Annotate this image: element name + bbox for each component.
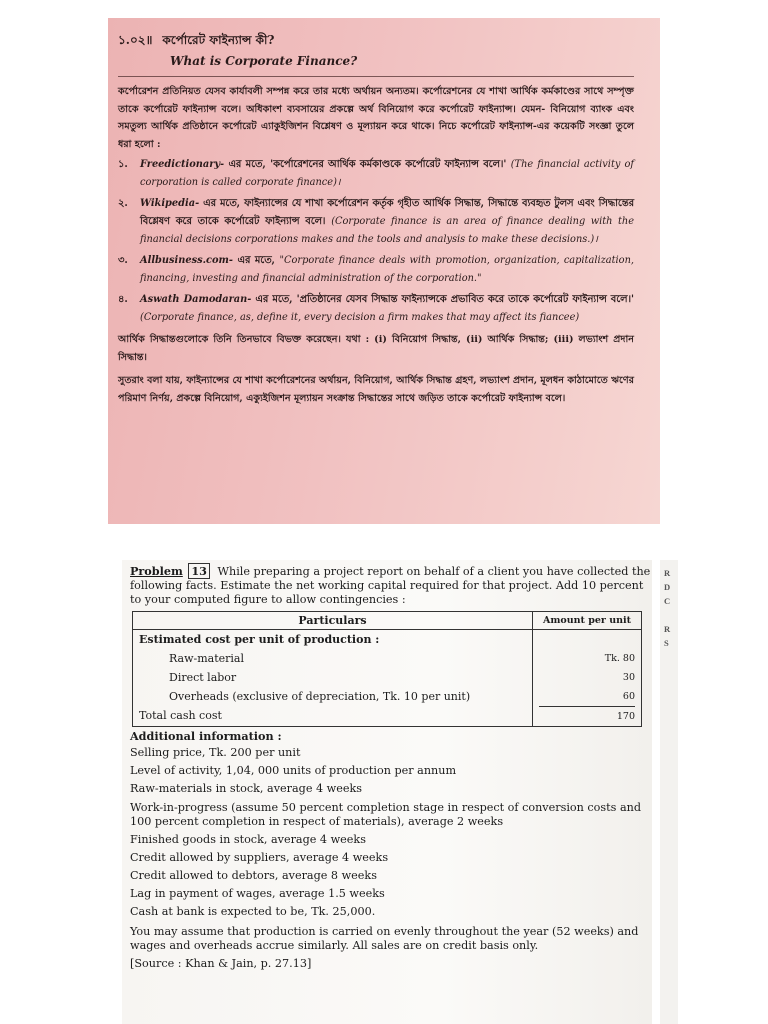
definition-source: Aswath Damodaran- [140, 294, 252, 305]
edge-letter: R [664, 568, 671, 578]
definition-text-english: (Corporate finance is an area of finance dealing with the financial decisions corporations makes and the tools and analysis to make these decisions.)। [140, 216, 634, 245]
total-label: Total cash cost [139, 709, 222, 722]
intro-paragraph: কর্পোরেশন প্রতিনিয়ত যেসব কার্যাবলী সম্পন্ন করে তার মধ্যে অর্থায়ন অন্যতম। কর্পোরেশনের যে শাখা আর্থিক কর্মকাণ্ডের সাথে সম্পৃক্ত তাকে কর্পোরেট ফাইন্যান্স বলে। অধিকাংশ ব্যবসায়ের প্রকল্পে অর্থ বিনিয়োগ করে কর্পোরেট ফাইন্যান্স। যেমন- বিনিয়োগ ব্যাংক এবং সমতুল্য আর্থিক প্রতিষ্ঠানে কর্পোরেট এ্যাকুইজিশন বিশ্লেষণ ও মূল্যায়ন করে থাকে। নিচে কর্পোরেট ফাইন্যান্স-এর কয়েকটি সংজ্ঞা তুলে ধরা হলো : [118, 86, 634, 150]
problem-label: Problem [130, 564, 183, 578]
particulars-header: Particulars [133, 612, 533, 630]
row-label: Direct labor [169, 671, 237, 684]
table-row [133, 630, 642, 727]
row-label: Raw-material [169, 652, 244, 665]
additional-info-item: Work-in-progress (assume 50 percent completion stage in respect of conversion costs and 100 percent completion in respect of materials), average 2 weeks [130, 800, 641, 828]
problem-statement-block [130, 564, 652, 607]
definition-number: ২. [118, 198, 128, 209]
question-heading [118, 32, 634, 52]
additional-info-item: Cash at bank is expected to be, Tk. 25,000. [130, 905, 376, 919]
question-bengali: কর্পোরেট ফাইন্যান্স কী? [162, 33, 275, 47]
definition-number: ৪. [118, 294, 128, 305]
definition-text-bengali: এর মতে, [232, 255, 280, 266]
decisions-paragraph: আর্থিক সিদ্ধান্তগুলোকে তিনি তিনভাবে বিভক্ত করেছেন। যথা : (i) বিনিয়োগ সিদ্ধান্ত, (ii) আর্থিক সিদ্ধান্ত; (iii) লভ্যাংশ প্রদান সিদ্ধান্ত। [118, 334, 634, 363]
table-header-row [133, 612, 642, 630]
question-english: What is Corporate Finance? [170, 54, 358, 68]
additional-info-item: Lag in payment of wages, average 1.5 weeks [130, 887, 385, 901]
additional-info-item: Credit allowed by suppliers, average 4 weeks [130, 850, 389, 864]
row-label: Overheads (exclusive of depreciation, Tk. 10 per unit) [169, 690, 471, 703]
additional-info-item: Level of activity, 1,04, 000 units of production per annum [130, 764, 457, 778]
definition-text-english: (Corporate finance, as, define it, every decision a firm makes that may affect its fiancee) [140, 312, 580, 323]
edge-letter: S [664, 638, 669, 648]
definition-text-english: "Corporate finance deals with promotion, organization, capitalization, financing, investing and financial administration of the corporation." [140, 255, 634, 284]
edge-letter: D [664, 582, 671, 592]
problem-number: 13 [188, 563, 210, 579]
additional-info-item: Finished goods in stock, average 4 weeks [130, 832, 366, 846]
definition-text-bengali: এর মতে, ফাইন্যান্সের যে শাখা কর্পোরেশন কর্তৃক গৃহীত আর্থিক সিদ্ধান্ত, সিদ্ধান্তে ব্যবহৃত টুলস এবং সিদ্ধান্তের বিশ্লেষণ করে তাকে কর্পোরেট ফাইন্যান্স বলে। [140, 198, 634, 227]
total-amount: 170 [539, 706, 635, 726]
additional-info-heading: Additional information : [130, 729, 282, 743]
row-amount: 60 [622, 691, 635, 702]
row-amount: 30 [622, 672, 635, 683]
definition-source: Wikipedia- [140, 198, 200, 209]
assumption-note: You may assume that production is carried on evenly throughout the year (52 weeks) and wages and overheads accrue similarly. All sales are on credit basis only. [130, 924, 639, 952]
edge-letter: R [664, 624, 671, 634]
definition-text-bengali: এর মতে, 'কর্পোরেশনের আর্থিক কর্মকাণ্ডকে কর্পোরেট ফাইন্যান্স বলে।' [224, 159, 511, 170]
bengali-textbook-page [108, 18, 660, 524]
definition-number: ১. [118, 159, 128, 170]
edge-letter: C [664, 596, 671, 606]
definition-text-bengali: এর মতে, 'প্রতিষ্ঠানের যেসব সিদ্ধান্ত ফাইন্যান্সকে প্রভাবিত করে তাকে কর্পোরেট ফাইন্যান্স বলে।' [251, 294, 634, 305]
question-number: ১.০২॥ [118, 33, 153, 47]
amount-header: Amount per unit [533, 612, 642, 630]
row-amount: Tk. 80 [604, 653, 635, 664]
conclusion-paragraph: সুতরাং বলা যায়, ফাইন্যান্সের যে শাখা কর্পোরেশনের অর্থায়ন, বিনিয়োগ, আর্থিক সিদ্ধান্ত গ্রহণ, লভ্যাংশ প্রদান, মূলধন কাঠামোতে ঋণের পরিমাণ নির্ণয়, প্রকল্পে বিনিয়োগ, এক্যুইজিশন মূল্যায়ন সংক্রান্ত সিদ্ধান্তের সাথে জড়িত তাকে কর্পোরেট ফাইন্যান্স বলে। [118, 375, 634, 404]
problem-statement: While preparing a project report on behalf of a client you have collected the following facts. Estimate the net working capital required for that project. Add 10 percent to your computed figure to allow contingencies : [130, 565, 651, 606]
definition-source: Allbusiness.com- [140, 255, 233, 266]
additional-info-item: Raw-materials in stock, average 4 weeks [130, 782, 363, 796]
heading-rule [118, 76, 634, 77]
definition-item [118, 252, 634, 288]
additional-info-item: Credit allowed to debtors, average 8 weeks [130, 869, 377, 883]
definition-source: Freedictionary- [140, 159, 225, 170]
definition-item [118, 156, 634, 192]
adjacent-page-edge [660, 560, 678, 1024]
cost-table [132, 611, 642, 727]
definition-text-english: (The financial activity of corporation is called corporate finance)। [140, 159, 634, 188]
definition-item [118, 291, 634, 327]
problem-textbook-page [122, 560, 652, 1024]
source-citation: [Source : Khan & Jain, p. 27.13] [130, 956, 312, 970]
additional-info-item: Selling price, Tk. 200 per unit [130, 746, 301, 759]
definition-item [118, 195, 634, 249]
section-heading: Estimated cost per unit of production : [139, 633, 380, 646]
definition-number: ৩. [118, 255, 128, 266]
